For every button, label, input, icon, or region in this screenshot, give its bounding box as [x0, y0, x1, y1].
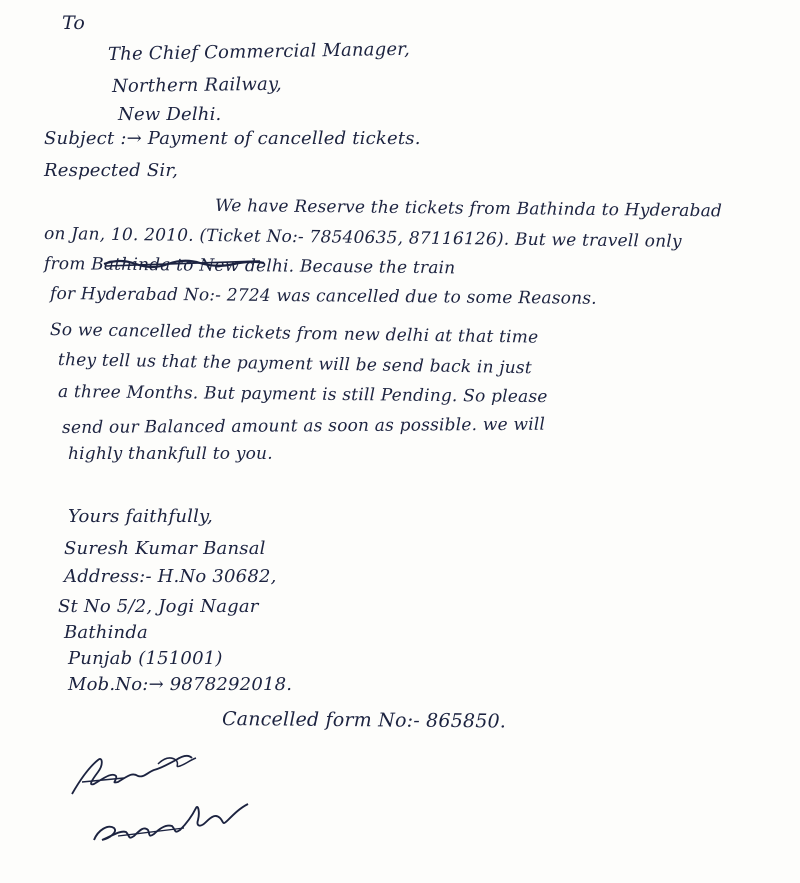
body-line-2: on Jan, 10. 2010. (Ticket No:- 78540635, 87116126). But we travell only: [43, 224, 682, 252]
recipient-line-1: The Chief Commercial Manager,: [107, 38, 411, 65]
body-line-6: they tell us that the payment will be send back in just: [57, 350, 533, 379]
body-line-8: send our Balanced amount as soon as possible. we will: [61, 414, 546, 438]
body-line-5: So we cancelled the tickets from new delhi at that time: [49, 320, 539, 348]
signature-2: [88, 790, 258, 850]
address-line-2: St No 5/2, Jogi Nagar: [58, 596, 259, 617]
recipient-line-2: Northern Railway,: [111, 73, 282, 97]
recipient-line-3: New Delhi.: [118, 104, 222, 125]
address-line-3: Bathinda: [64, 622, 148, 643]
body-line-1: We have Reserve the tickets from Bathinda to Hyderabad: [214, 196, 723, 222]
body-line-3: from Bathinda to New delhi. Because the train: [43, 254, 456, 279]
address-line-1: Address:- H.No 30682,: [64, 566, 277, 587]
address-line-4: Punjab (151001): [68, 648, 223, 669]
body-line-7: a three Months. But payment is still Pending. So please: [57, 382, 548, 408]
cancelled-form-number: Cancelled form No:- 865850.: [221, 708, 507, 733]
body-line-9: highly thankfull to you.: [68, 444, 273, 464]
body-line-4: for Hyderabad No:- 2724 was cancelled due to some Reasons.: [49, 284, 597, 309]
closing: Yours faithfully,: [68, 506, 213, 527]
salutation-to: To: [62, 12, 86, 34]
address-line-5: Mob.No:→ 9878292018.: [68, 674, 293, 695]
subject-line: Subject :→ Payment of cancelled tickets.: [44, 128, 421, 149]
greeting: Respected Sir,: [44, 160, 179, 181]
sender-name: Suresh Kumar Bansal: [64, 538, 266, 559]
